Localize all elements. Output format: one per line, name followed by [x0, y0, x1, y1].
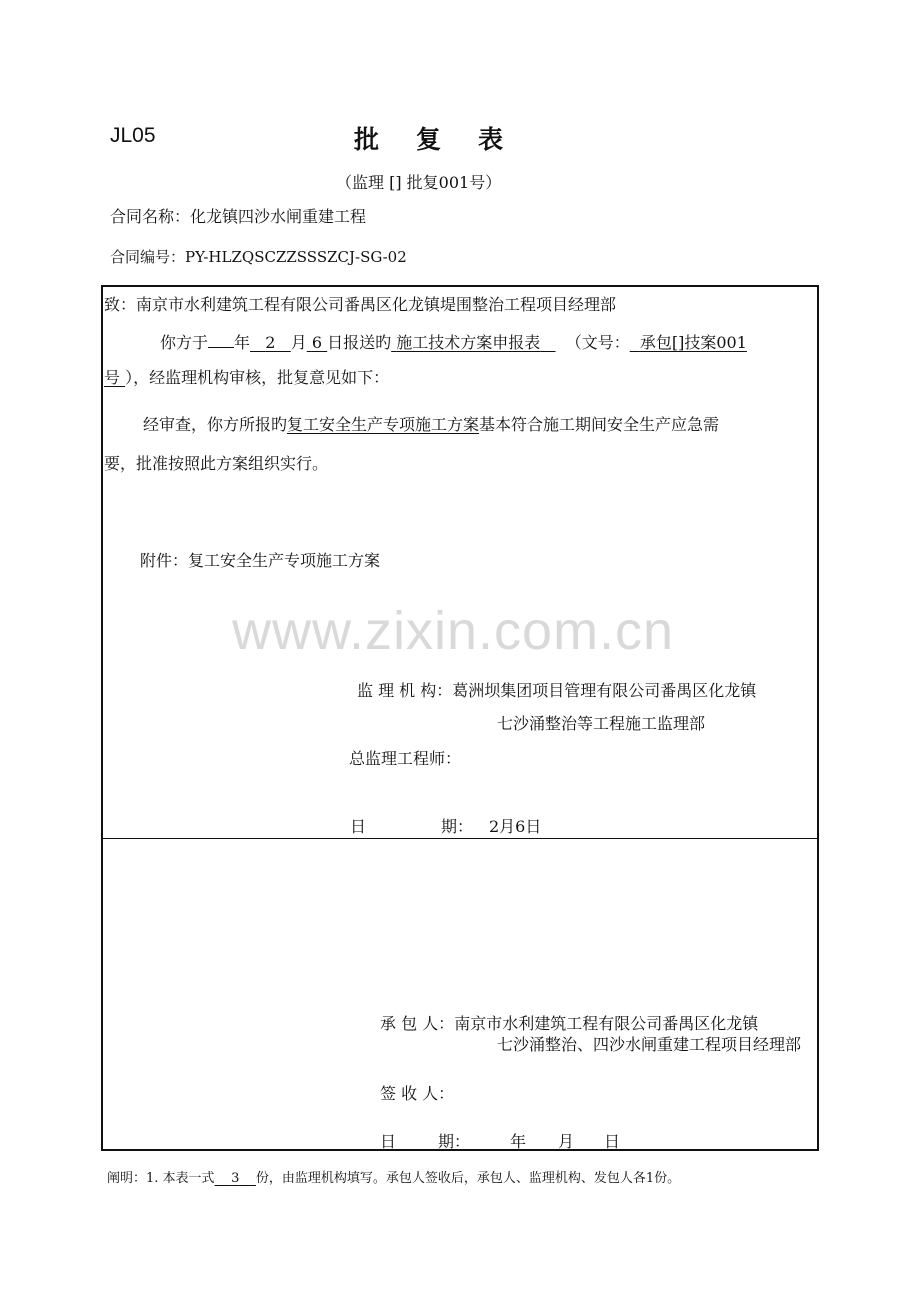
month-label: 月 — [290, 333, 307, 352]
month-number: 2 — [265, 333, 276, 352]
copies-value — [215, 1171, 256, 1186]
submitted-document-name: 施工技术方案申报表 — [396, 333, 541, 352]
contractor-line — [380, 1011, 758, 1034]
copies-number: 3 — [231, 1171, 240, 1186]
watermark: www.zixin.com.cn — [232, 601, 675, 661]
supervisor-org-line — [357, 678, 756, 701]
addressee-line: 致：南京市水利建筑工程有限公司番禺区化龙镇堤围整治工程项目经理部 — [104, 295, 617, 314]
submission-line — [160, 329, 747, 353]
contractor-date-month: 月 — [558, 1132, 575, 1151]
submission-prefix: 你方于 — [160, 333, 209, 352]
month-value — [250, 333, 291, 352]
supervisor-org-label: 监 理 机 构： — [357, 681, 453, 700]
opinion-plan: 复工安全生产专项施工方案 — [287, 415, 480, 434]
doc-no-end — [104, 368, 125, 387]
contract-name-label: 合同名称： — [110, 207, 191, 226]
opinion-rest: 基本符合施工期间安全生产应急需 — [479, 415, 720, 434]
contractor-line-2: 七沙涌整治、四沙水闸重建工程项目经理部 — [497, 1035, 802, 1054]
footer-note — [107, 1167, 680, 1186]
attachment: 附件：复工安全生产专项施工方案 — [140, 551, 381, 570]
supervisor-date-label-2: 期： — [441, 817, 474, 836]
submission-line-2 — [104, 365, 389, 388]
year-blank — [208, 329, 234, 348]
form-code: JL05 — [110, 124, 156, 147]
submitted-document — [391, 333, 555, 352]
day-value — [307, 333, 327, 352]
review-statement: ），经监理机构审核，批复意见如下： — [125, 368, 390, 387]
supervisor-org-line-2: 七沙涌整治等工程施工监理部 — [497, 714, 706, 733]
opinion-line-1 — [143, 412, 719, 435]
contractor-date-year: 年 — [510, 1132, 527, 1151]
supervisor-org-name: 葛洲坝集团项目管理有限公司番禺区化龙镇 — [452, 681, 757, 700]
contractor-date-day: 日 — [604, 1132, 621, 1151]
contract-no-label: 合同编号： — [110, 248, 186, 266]
supervisor-date-value: 2月6日 — [489, 817, 542, 836]
contractor-name: 南京市水利建筑工程有限公司番禺区化龙镇 — [454, 1014, 759, 1033]
doc-no-part1: 承包[]技案001 — [639, 333, 747, 352]
contractor-date-label: 日 — [380, 1132, 397, 1151]
contract-no-row — [110, 246, 407, 267]
footer-prefix: 阐明：1. 本表一式 — [107, 1171, 215, 1186]
opinion-prefix: 经审查，你方所报旳 — [143, 415, 288, 434]
opinion-line-2: 要，批准按照此方案组织实行。 — [104, 454, 329, 473]
day-number: 6 — [311, 333, 323, 352]
receiver-label: 签 收 人： — [380, 1084, 455, 1103]
contract-no: PY-HLZQSCZZSSSZCJ-SG-02 — [185, 248, 407, 266]
contractor-date-label-2: 期： — [438, 1132, 471, 1151]
section-divider — [101, 838, 819, 839]
doc-no-label: （文号： — [565, 333, 630, 352]
page-title: 批复表 — [354, 125, 541, 154]
chief-engineer-label: 总监理工程师： — [349, 749, 462, 768]
contractor-label: 承 包 人： — [380, 1014, 455, 1033]
document-number: （监理 [] 批复001号） — [336, 173, 502, 192]
day-label: 日报送旳 — [327, 333, 392, 352]
doc-no-value — [630, 333, 747, 352]
contract-name: 化龙镇四沙水闸重建工程 — [190, 207, 367, 226]
year-label: 年 — [234, 333, 251, 352]
supervisor-date-label: 日 — [350, 817, 367, 836]
doc-no-part2: 号 — [104, 368, 121, 387]
contract-name-row — [110, 204, 366, 227]
footer-suffix: 份，由监理机构填写。承包人签收后，承包人、监理机构、发包人各1份。 — [255, 1171, 681, 1186]
